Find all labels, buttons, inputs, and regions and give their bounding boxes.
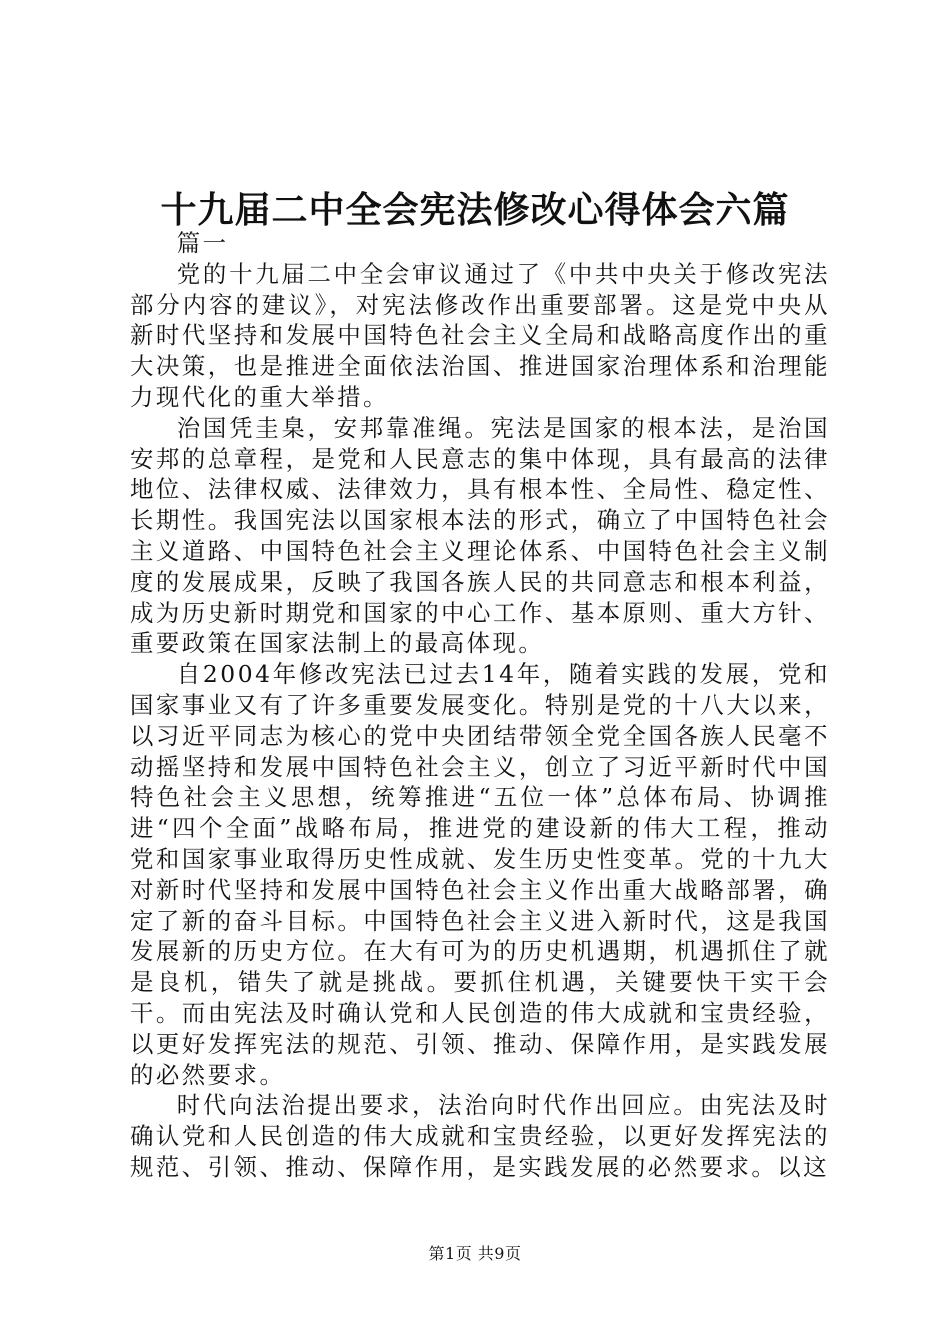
document-body [130, 228, 830, 1183]
section-label: 篇一 [176, 229, 229, 257]
paragraph: 治国凭圭臬，安邦靠准绳。宪法是国家的根本法，是治国安邦的总章程，是党和人民意志的集中体现，具有最高的法律地位、法律权威、法律效力，具有根本性、全局性、稳定性、长期性。我国宪法以国家根本法的形式，确立了中国特色社会主义道路、中国特色社会主义理论体系、中国特色社会主义制度的发展成果，反映了我国各族人民的共同意志和根本利益，成为历史新时期党和国家的中心工作、基本原则、重大方针、重要政策在国家法制上的最高体现。 [130, 413, 830, 658]
paragraph: 时代向法治提出要求，法治向时代作出回应。由宪法及时确认党和人民创造的伟大成就和宝贵经验，以更好发挥宪法的规范、引领、推动、保障作用，是实践发展的必然要求。以这 [130, 1091, 830, 1181]
document-title: 十九届二中全会宪法修改心得体会六篇 [160, 189, 790, 231]
paragraph: 党的十九届二中全会审议通过了《中共中央关于修改宪法部分内容的建议》，对宪法修改作出重要部署。这是党中央从新时代坚持和发展中国特色社会主义全局和战略高度作出的重大决策，也是推进全面依法治国、推进国家治理体系和治理能力现代化的重大举措。 [130, 259, 830, 411]
paragraph: 自2004年修改宪法已过去14年，随着实践的发展，党和国家事业又有了许多重要发展变化。特别是党的十八大以来，以习近平同志为核心的党中央团结带领全党全国各族人民毫不动摇坚持和发展中国特色社会主义，创立了习近平新时代中国特色社会主义思想，统筹推进“五位一体”总体布局、协调推进“四个全面”战略布局，推进党的建设新的伟大工程，推动党和国家事业取得历史性成就、发生历史性变革。党的十九大对新时代坚持和发展中国特色社会主义作出重大战略部署，确定了新的奋斗目标。中国特色社会主义进入新时代，这是我国发展新的历史方位。在大有可为的历史机遇期，机遇抓住了就是良机，错失了就是挑战。要抓住机遇，关键要快干实干会干。而由宪法及时确认党和人民创造的伟大成就和宝贵经验，以更好发挥宪法的规范、引领、推动、保障作用，是实践发展的必然要求。 [130, 660, 830, 1089]
page-footer: 第1页 共9页 [428, 1244, 522, 1263]
